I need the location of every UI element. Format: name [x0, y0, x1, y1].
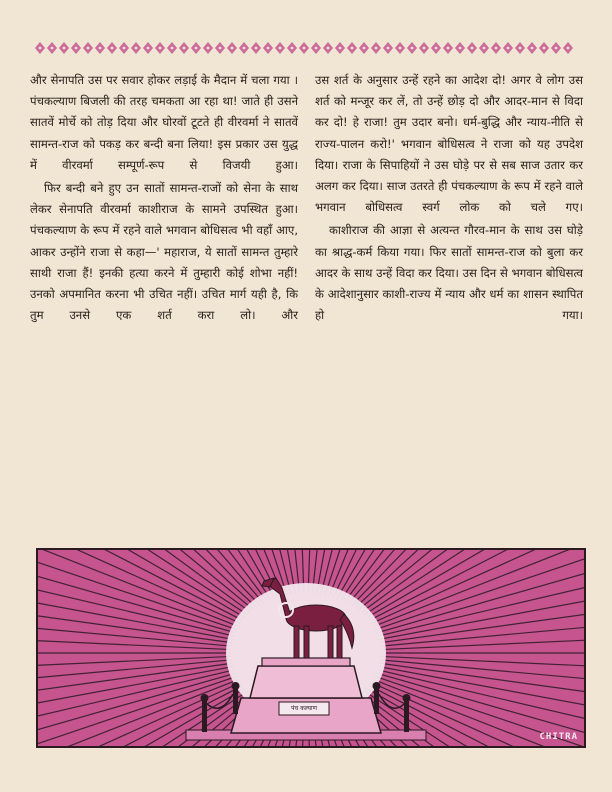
paragraph-right-2: काशीराज की आज्ञा से अत्यन्त गौरव-मान के साथ उस घोड़े का श्राद्ध-कर्म किया गया। फिर सातों सामन्त-राज को बुला कर आदर के साथ उन्हें विदा कर दिया। उस दिन से भगवान बोधिसत्व के आदेशानुसार काशी-राज्य में न्याय और धर्म का शासन स्थापित हो गया।	[315, 223, 583, 323]
text-columns	[30, 70, 583, 530]
paragraph-left-2: फिर बन्दी बने हुए उन सातों सामन्त-राजों को सेना के साथ लेकर सेनापति वीरवर्मा काशीराज के सामने उपस्थित हुआ। पंचकल्याण के रूप में रहने वाले भगवान बोधिसत्व भी वहाँ आए, आकर उन्होंने राजा से कहा—' महाराज, ये सातों सामन्त तुम्हारे साथी राजा हैं! इनकी हत्या करने में तुम्हारी कोई शोभा नहीं! उनको अपमानित करना भी उचित नहीं। उचित मार्ग यही है, कि तुम उनसे एक शर्त करा लो। और	[30, 181, 298, 323]
decorative-border	[34, 40, 580, 56]
left-column	[30, 70, 298, 530]
illustration-frame	[36, 548, 586, 748]
right-column	[315, 70, 583, 530]
plaque-label: पंच कल्याण	[291, 705, 317, 712]
diamond-pattern-icon	[34, 40, 580, 56]
paragraph-right-1: उस शर्त के अनुसार उन्हें रहने का आदेश दो! अगर वे लोग उस शर्त को मन्जूर कर लें, तो उन्हें छोड़ दो और आदर-मान से विदा कर दो! हे राजा! तुम उदार बनो। धर्म-बुद्धि और न्याय-नीति से राज्य-पालन करो!' भगवान बोधिसत्व ने राजा को यह उपदेश दिया। राजा के सिपाहियों ने उस घोड़े पर से सब साज उतार कर अलग कर दिया। साज उतरते ही पंचकल्याण के रूप में रहने वाले भगवान बोधिसत्व स्वर्ग लोक को चले गए।	[315, 73, 583, 215]
paragraph-left-1: और सेनापति उस पर सवार होकर लड़ाई के मैदान में चला गया । पंचकल्याण बिजली की तरह चमकता आ रहा था! जाते ही उसने सातवें मोर्चे को तोड़ दिया और घोरवों टूटते ही वीरवर्मा ने सातवें सामन्त-राज को पकड़ कर बन्दी बना लिया! इस प्रकार उस युद्ध में वीरवर्मा सम्पूर्ण-रूप से विजयी हुआ।	[30, 73, 298, 172]
artist-signature: CHITRA	[539, 732, 578, 742]
